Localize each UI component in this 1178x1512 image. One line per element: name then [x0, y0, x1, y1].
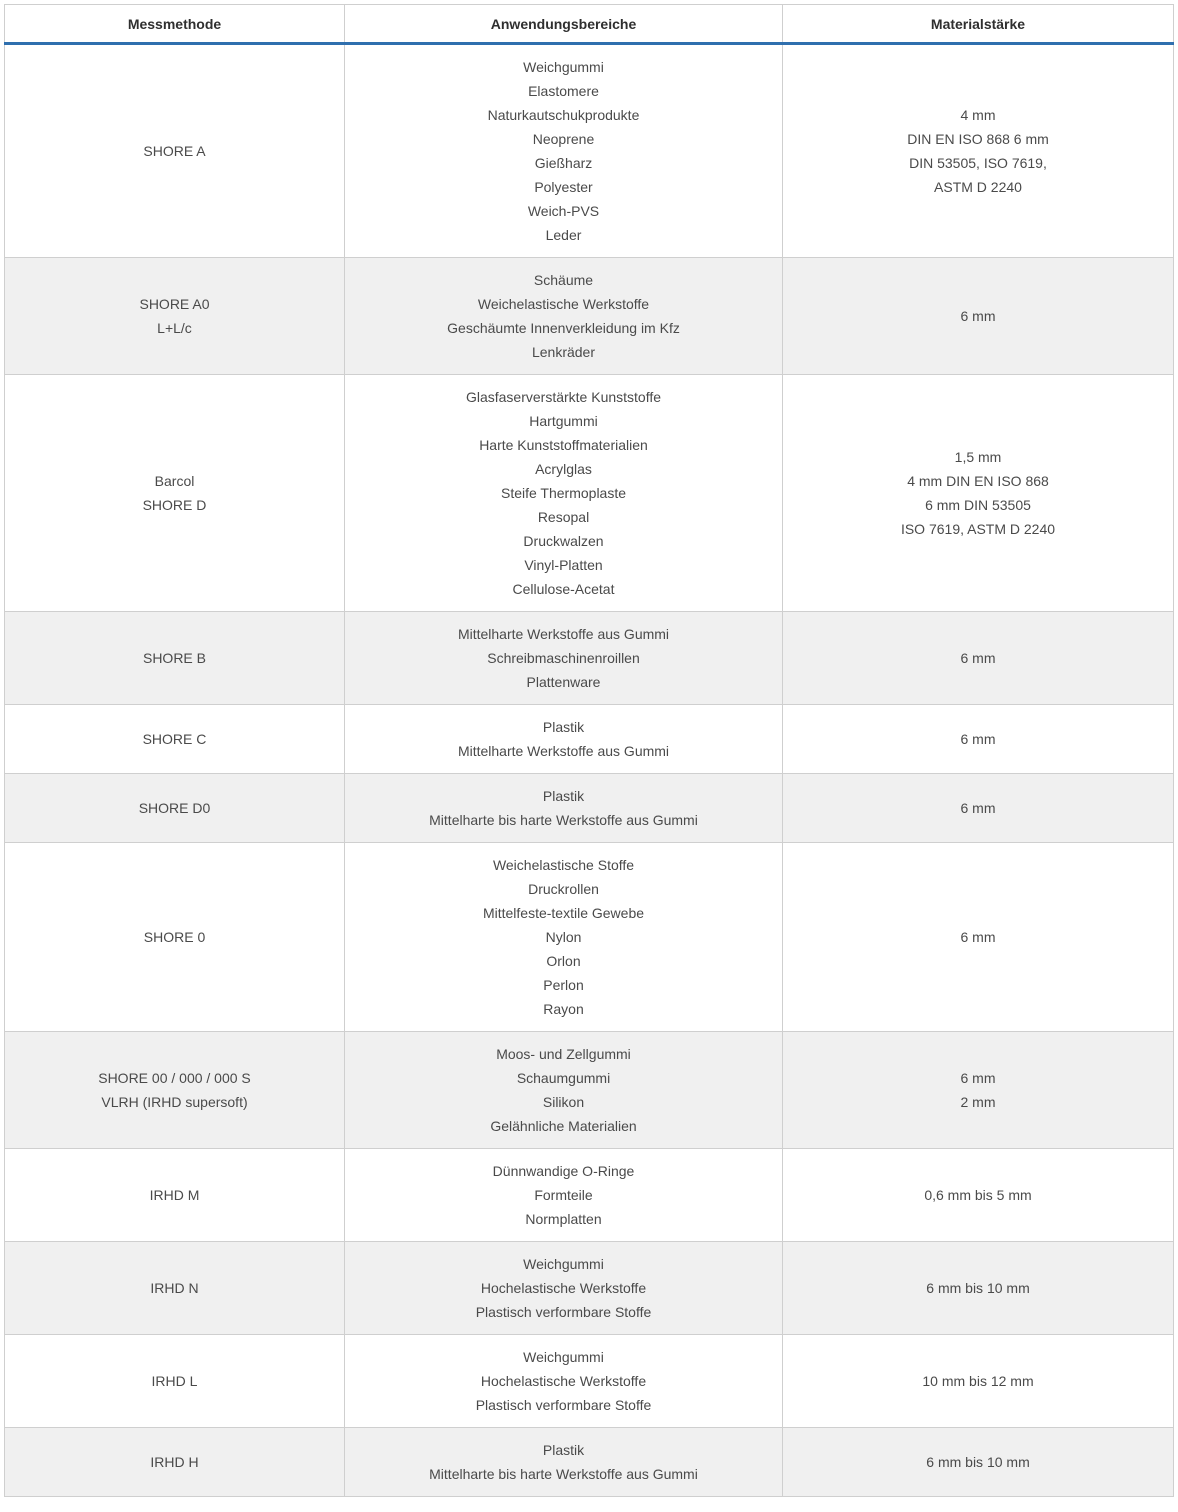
table-row [5, 705, 1174, 774]
table-row [5, 843, 1174, 1032]
thickness-cell-line: DIN EN ISO 868 6 mm [907, 131, 1049, 147]
applications-cell [345, 1428, 783, 1497]
hardness-methods-table-container [4, 4, 1173, 1497]
applications-cell [345, 705, 783, 774]
applications-cell-line: Gießharz [534, 155, 593, 171]
thickness-cell-line: 6 mm [960, 308, 996, 324]
table-header-row [5, 5, 1174, 44]
applications-cell [345, 1335, 783, 1428]
thickness-cell-line: 6 mm [960, 650, 996, 666]
thickness-cell-line: ASTM D 2240 [934, 179, 1022, 195]
method-cell-line: SHORE B [142, 650, 206, 666]
applications-cell-line: Silikon [542, 1094, 585, 1110]
method-cell-line: L+L/c [157, 320, 192, 336]
thickness-cell-line: 6 mm DIN 53505 [925, 497, 1031, 513]
thickness-cell-line: 6 mm [960, 1070, 996, 1086]
applications-cell-line: Mittelfeste-textile Gewebe [482, 905, 645, 921]
thickness-cell [783, 1149, 1174, 1242]
thickness-cell-line: 2 mm [960, 1094, 996, 1110]
thickness-cell-line: 6 mm [960, 800, 996, 816]
thickness-cell [783, 843, 1174, 1032]
applications-cell-line: Lenkräder [531, 344, 596, 360]
applications-cell [345, 612, 783, 705]
applications-cell-line: Mittelharte bis harte Werkstoffe aus Gummi [429, 1466, 698, 1482]
applications-cell-line: Acrylglas [535, 461, 592, 477]
applications-cell-line: Mittelharte Werkstoffe aus Gummi [457, 626, 670, 642]
thickness-cell [783, 258, 1174, 375]
applications-cell-line: Schäume [533, 272, 594, 288]
thickness-cell [783, 1335, 1174, 1428]
applications-cell-line: Nylon [545, 929, 582, 945]
method-cell-line: SHORE A0 [139, 296, 210, 312]
applications-cell-line: Schaumgummi [516, 1070, 611, 1086]
table-row [5, 1428, 1174, 1497]
applications-cell-line: Mittelharte Werkstoffe aus Gummi [457, 743, 670, 759]
thickness-cell [783, 375, 1174, 612]
method-cell-line: IRHD L [151, 1373, 198, 1389]
applications-cell-line: Normplatten [525, 1211, 602, 1227]
applications-cell-line: Polyester [534, 179, 593, 195]
thickness-cell [783, 1242, 1174, 1335]
applications-cell [345, 1242, 783, 1335]
table-row [5, 612, 1174, 705]
applications-cell-line: Hochelastische Werkstoffe [480, 1280, 647, 1296]
column-header-thickness: Materialstärke [783, 5, 1174, 44]
thickness-cell [783, 44, 1174, 258]
column-header-method: Messmethode [5, 5, 345, 44]
applications-cell-line: Harte Kunststoffmaterialien [479, 437, 648, 453]
method-cell [5, 44, 345, 258]
applications-cell-line: Leder [545, 227, 582, 243]
method-cell-line: SHORE C [142, 731, 207, 747]
method-cell [5, 843, 345, 1032]
applications-cell-line: Weichgummi [523, 1256, 604, 1272]
thickness-cell [783, 1032, 1174, 1149]
applications-cell-line: Weichelastische Werkstoffe [477, 296, 650, 312]
applications-cell [345, 774, 783, 843]
table-row [5, 375, 1174, 612]
method-cell-line: SHORE D [142, 497, 207, 513]
applications-cell-line: Plastik [542, 1442, 585, 1458]
method-cell [5, 375, 345, 612]
thickness-cell-line: ISO 7619, ASTM D 2240 [900, 521, 1056, 537]
applications-cell-line: Weichgummi [523, 59, 604, 75]
table-row [5, 1335, 1174, 1428]
thickness-cell-line: 6 mm [960, 929, 996, 945]
thickness-cell-line: 6 mm bis 10 mm [926, 1454, 1030, 1470]
table-header [5, 5, 1174, 44]
applications-cell-line: Plastik [542, 719, 585, 735]
applications-cell-line: Moos- und Zellgummi [496, 1046, 631, 1062]
method-cell-line: Barcol [154, 473, 195, 489]
method-cell-line: IRHD M [149, 1187, 200, 1203]
method-cell [5, 1428, 345, 1497]
table-row [5, 774, 1174, 843]
applications-cell [345, 375, 783, 612]
applications-cell-line: Resopal [537, 509, 590, 525]
method-cell-line: VLRH (IRHD supersoft) [101, 1094, 248, 1110]
method-cell [5, 705, 345, 774]
applications-cell-line: Schreibmaschinenroillen [487, 650, 640, 666]
applications-cell-line: Dünnwandige O-Ringe [492, 1163, 635, 1179]
applications-cell-line: Rayon [543, 1001, 584, 1017]
method-cell [5, 612, 345, 705]
applications-cell-line: Perlon [543, 977, 584, 993]
applications-cell-line: Elastomere [528, 83, 599, 99]
method-cell-line: SHORE 0 [143, 929, 206, 945]
method-cell-line: SHORE A [143, 143, 206, 159]
applications-cell-line: Weich-PVS [527, 203, 600, 219]
applications-cell-line: Plastisch verformbare Stoffe [475, 1397, 652, 1413]
table-body [5, 44, 1174, 1497]
method-cell-line: IRHD H [150, 1454, 199, 1470]
applications-cell-line: Neoprene [532, 131, 595, 147]
applications-cell-line: Hochelastische Werkstoffe [480, 1373, 647, 1389]
thickness-cell-line: 6 mm [960, 731, 996, 747]
thickness-cell-line: 0,6 mm bis 5 mm [924, 1187, 1032, 1203]
thickness-cell-line: DIN 53505, ISO 7619, [909, 155, 1047, 171]
hardness-methods-table [4, 4, 1174, 1497]
applications-cell [345, 1032, 783, 1149]
method-cell [5, 1032, 345, 1149]
applications-cell-line: Mittelharte bis harte Werkstoffe aus Gummi [429, 812, 698, 828]
column-header-applications: Anwendungsbereiche [345, 5, 783, 44]
applications-cell-line: Orlon [546, 953, 581, 969]
applications-cell-line: Geschäumte Innenverkleidung im Kfz [447, 320, 680, 336]
applications-cell-line: Weichelastische Stoffe [492, 857, 635, 873]
applications-cell-line: Plastisch verformbare Stoffe [475, 1304, 652, 1320]
method-cell-line: SHORE D0 [138, 800, 211, 816]
method-cell [5, 774, 345, 843]
applications-cell [345, 1149, 783, 1242]
applications-cell [345, 258, 783, 375]
table-row [5, 1149, 1174, 1242]
thickness-cell-line: 10 mm bis 12 mm [922, 1373, 1034, 1389]
method-cell-line: IRHD N [150, 1280, 199, 1296]
thickness-cell-line: 4 mm DIN EN ISO 868 [907, 473, 1049, 489]
method-cell [5, 258, 345, 375]
method-cell [5, 1149, 345, 1242]
method-cell-line: SHORE 00 / 000 / 000 S [98, 1070, 251, 1086]
thickness-cell [783, 774, 1174, 843]
applications-cell-line: Naturkautschukprodukte [487, 107, 640, 123]
applications-cell-line: Weichgummi [523, 1349, 604, 1365]
applications-cell-line: Steife Thermoplaste [500, 485, 627, 501]
table-row [5, 1032, 1174, 1149]
thickness-cell [783, 612, 1174, 705]
applications-cell-line: Formteile [534, 1187, 593, 1203]
thickness-cell-line: 6 mm bis 10 mm [926, 1280, 1030, 1296]
table-row [5, 1242, 1174, 1335]
method-cell [5, 1335, 345, 1428]
applications-cell-line: Gelähnliche Materialien [490, 1118, 637, 1134]
applications-cell [345, 843, 783, 1032]
method-cell [5, 1242, 345, 1335]
thickness-cell-line: 4 mm [960, 107, 996, 123]
applications-cell-line: Cellulose-Acetat [512, 581, 615, 597]
table-row [5, 258, 1174, 375]
thickness-cell [783, 705, 1174, 774]
thickness-cell [783, 1428, 1174, 1497]
applications-cell-line: Glasfaserverstärkte Kunststoffe [465, 389, 662, 405]
applications-cell-line: Druckwalzen [523, 533, 604, 549]
applications-cell-line: Druckrollen [528, 881, 599, 897]
table-row [5, 44, 1174, 258]
applications-cell-line: Vinyl-Platten [524, 557, 603, 573]
thickness-cell-line: 1,5 mm [954, 449, 1002, 465]
applications-cell-line: Plastik [542, 788, 585, 804]
applications-cell-line: Plattenware [526, 674, 601, 690]
applications-cell [345, 44, 783, 258]
applications-cell-line: Hartgummi [529, 413, 598, 429]
